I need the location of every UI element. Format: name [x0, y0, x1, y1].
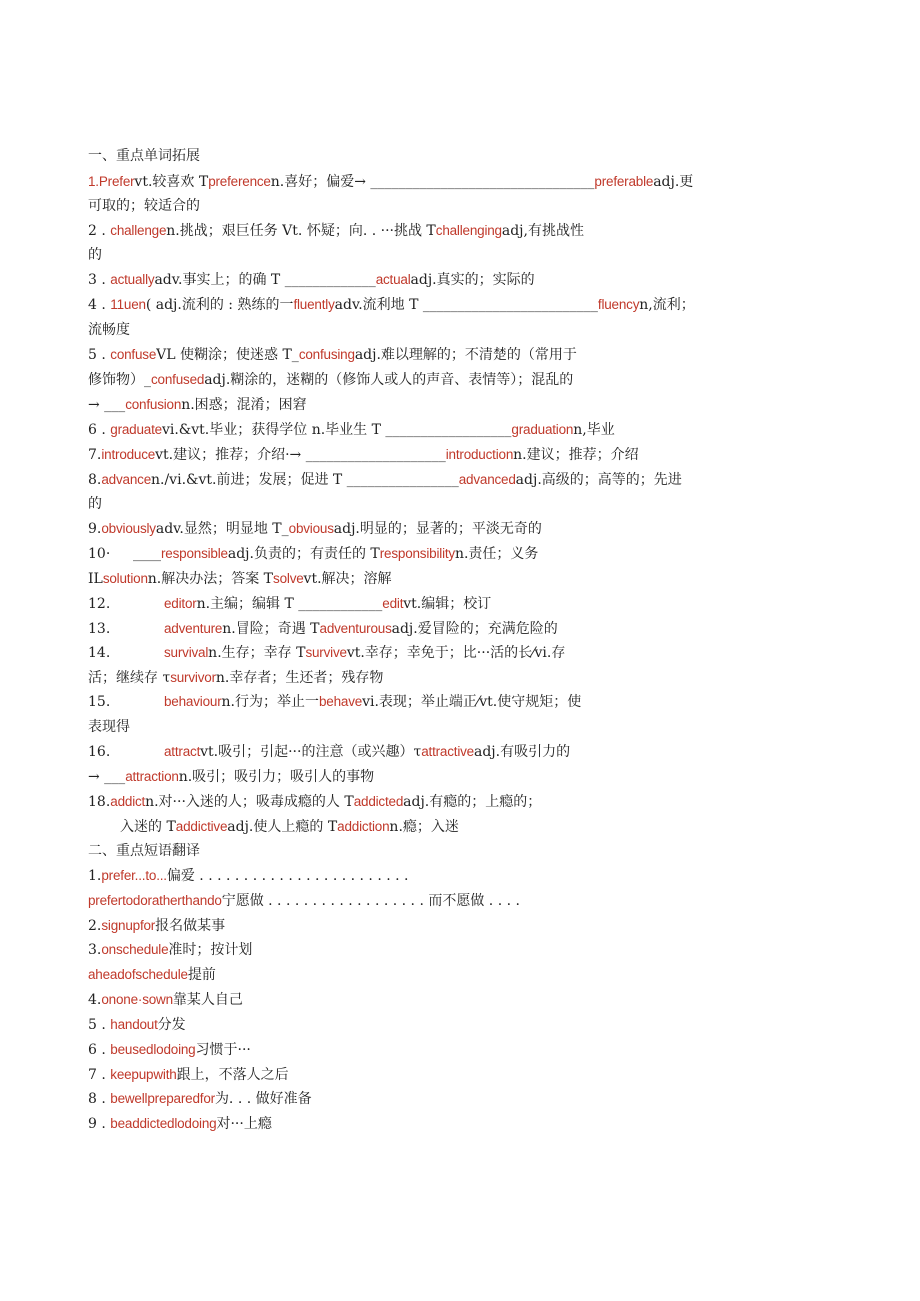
phrase-5 [88, 1016, 186, 1034]
word: 1.Prefer [88, 174, 135, 189]
word: preference [208, 174, 271, 189]
def: adj,有挑战性 [501, 223, 584, 239]
def: 流畅度 [88, 322, 130, 338]
def: vi.&vt.毕业；获得学位 n.毕业生 T __________________ [161, 422, 512, 438]
word: adventurous [319, 621, 392, 636]
meaning: 对···上瘾 [216, 1116, 272, 1132]
phrase: beaddictedlodoing [110, 1116, 217, 1131]
phrase: keepupwith [110, 1067, 177, 1082]
entry-13-num [88, 620, 110, 638]
phrase-3 [88, 941, 252, 959]
def: 的 [88, 247, 102, 263]
def: vt.较喜欢 T [134, 174, 209, 190]
entry-5-cont2 [88, 396, 307, 414]
entry-2-cont [88, 246, 102, 264]
def: 的 [88, 496, 102, 512]
num: 7 . [88, 1067, 106, 1083]
num: 15. [88, 694, 111, 710]
word: solution [102, 571, 148, 586]
entry-10 [88, 545, 110, 563]
def: vt.幸存；幸免于；比···活的长⁄vi.存 [346, 645, 566, 661]
num: 5 . [88, 347, 106, 363]
def: 修饰物）_ [88, 372, 151, 388]
phrase-3b [88, 966, 216, 984]
def: vt.建议；推荐；介绍·→ ____________________ [155, 447, 446, 463]
entry-6 [88, 421, 615, 439]
entry-1 [88, 173, 693, 191]
num: 3 . [88, 272, 106, 288]
num: IL [88, 571, 103, 587]
def: n.解决办法；答案 T [147, 571, 274, 587]
def: VL 使糊涂；使迷惑 T_ [156, 347, 299, 363]
entry-5-cont [88, 371, 573, 389]
word: advanced [458, 472, 516, 487]
num: 18. [88, 794, 111, 810]
word: 11uen [110, 297, 146, 312]
def: n.挑战；艰巨任务 Vt. 怀疑；向. . ···挑战 T [166, 223, 436, 239]
def: vt.吸引；引起···的注意（或兴趣）τ [200, 744, 422, 760]
def: vt.解决；溶解 [303, 571, 392, 587]
num: 4 . [88, 297, 106, 313]
def: n.生存；幸存 T [208, 645, 306, 661]
meaning: 提前 [187, 967, 216, 983]
word: survivor [170, 670, 216, 685]
meaning: 为. . . 做好准备 [214, 1091, 312, 1107]
word: attraction [125, 769, 179, 784]
phrase: prefertodoratherthando [88, 893, 222, 908]
entry-9 [88, 520, 542, 538]
entry-15 [164, 693, 581, 711]
def: n.幸存者；生还者；残存物 [215, 670, 384, 686]
word: obviously [101, 521, 156, 536]
def: adj.负责的；有责任的 T [227, 546, 380, 562]
word: confuse [110, 347, 157, 362]
def: ( adj.流利的 : 熟练的一 [145, 297, 294, 313]
num: 13. [88, 621, 111, 637]
word: addict [110, 794, 146, 809]
entry-3 [88, 271, 535, 289]
entry-13 [164, 620, 558, 638]
phrase: signupfor [101, 918, 156, 933]
def: n,毕业 [573, 422, 615, 438]
num: 9 . [88, 1116, 106, 1132]
def: n.主编；编辑 T ____________ [196, 596, 383, 612]
def: n./vi.&vt.前进；发展；促进 T ________________ [151, 472, 459, 488]
word: actual [375, 272, 411, 287]
phrase-1 [88, 867, 408, 885]
word: attractive [421, 744, 474, 759]
entry-18-cont [120, 818, 459, 836]
entry-15-cont [88, 718, 130, 736]
word: fluency [597, 297, 640, 312]
word: confusing [298, 347, 355, 362]
word: attract [164, 744, 201, 759]
def: 入迷的 T [120, 819, 176, 835]
word: addiction [337, 819, 390, 834]
def: adj.更 [653, 174, 694, 190]
word: addictive [175, 819, 228, 834]
def: n.冒险；奇遇 T [222, 621, 320, 637]
def: n.责任；义务 [454, 546, 539, 562]
def: adj.爱冒险的；充满危险的 [391, 621, 558, 637]
entry-7 [88, 446, 639, 464]
meaning: 报名做某事 [155, 918, 226, 934]
phrase: bewellpreparedfor [110, 1091, 215, 1106]
def: adj.高级的；高等的；先进 [515, 472, 682, 488]
word: adventure [164, 621, 223, 636]
entry-12-num [88, 595, 110, 613]
num: 7. [88, 447, 102, 463]
def: adj.明显的；显著的；平淡无奇的 [333, 521, 542, 537]
phrase-8 [88, 1090, 312, 1108]
num: 10· [88, 546, 111, 562]
entry-10-body [133, 545, 538, 563]
word: solve [273, 571, 304, 586]
word: introduce [101, 447, 156, 462]
word: challenge [110, 223, 167, 238]
def: n.吸引；吸引力；吸引人的事物 [178, 769, 375, 785]
entry-14-cont [88, 669, 383, 687]
num: 2 . [88, 223, 106, 239]
def: n.对···入迷的人；吸毒成瘾的人 T [145, 794, 354, 810]
num: 8 . [88, 1091, 106, 1107]
meaning: 分发 [157, 1017, 186, 1033]
def: n.困惑；混淆；困窘 [181, 397, 307, 413]
word: introduction [445, 447, 514, 462]
num: 6 . [88, 422, 106, 438]
def: → ___ [88, 397, 126, 413]
def: adv.事实上；的确 T _____________ [154, 272, 376, 288]
entry-8 [88, 471, 682, 489]
def: 可取的；较适合的 [88, 198, 200, 214]
phrase: onone·sown [101, 992, 173, 1007]
word: addicted [353, 794, 404, 809]
word: confused [151, 372, 205, 387]
entry-16 [164, 743, 570, 761]
entry-14 [164, 644, 565, 662]
def: 表现得 [88, 719, 130, 735]
section-heading-2 [88, 842, 200, 860]
num: 9. [88, 521, 102, 537]
def: n.瘾；入迷 [389, 819, 459, 835]
entry-8-cont [88, 495, 102, 513]
word: responsible [161, 546, 228, 561]
def: n,流利； [639, 297, 695, 313]
entry-14-num [88, 644, 110, 662]
blank: ____ [133, 546, 161, 562]
word: behave [318, 694, 363, 709]
meaning: 跟上，不落人之后 [176, 1067, 289, 1083]
num: 14. [88, 645, 111, 661]
def: vi.表现；举止端正⁄vt.使守规矩；使 [362, 694, 582, 710]
num: 4. [88, 992, 102, 1008]
def: adj.真实的；实际的 [410, 272, 535, 288]
num: 5 . [88, 1017, 106, 1033]
meaning: 偏爱 . . . . . . . . . . . . . . . . . . . . . . . . [166, 868, 409, 884]
def: adj.难以理解的；不清楚的（常用于 [354, 347, 577, 363]
entry-18 [88, 793, 541, 811]
meaning: 准时；按计划 [168, 942, 253, 958]
num: 12. [88, 596, 111, 612]
section-title: 一、重点单词拓展 [88, 148, 200, 164]
word: edit [382, 596, 404, 611]
meaning: 靠某人自己 [172, 992, 243, 1008]
def: adj.糊涂的，迷糊的（修饰人或人的声音、表情等）；混乱的 [204, 372, 574, 388]
phrase: aheadofschedule [88, 967, 188, 982]
def: → ___ [88, 769, 126, 785]
def: adv.流利地 T _________________________ [334, 297, 598, 313]
entry-1-cont [88, 197, 200, 215]
meaning: 宁愿做 . . . . . . . . . . . . . . . . . . 而不愿做 . . . . [221, 893, 520, 909]
entry-4-cont [88, 321, 130, 339]
meaning: 习惯于··· [195, 1042, 251, 1058]
num: 1. [88, 868, 102, 884]
entry-2 [88, 222, 584, 240]
def: adj.有瘾的；上瘾的； [403, 794, 542, 810]
phrase-9 [88, 1115, 272, 1133]
def: 活；继续存 τ [88, 670, 171, 686]
num: 16. [88, 744, 111, 760]
phrase-4 [88, 991, 243, 1009]
entry-15-num [88, 693, 110, 711]
word: fluently [293, 297, 335, 312]
word: challenging [435, 223, 502, 238]
phrase-1b [88, 892, 520, 910]
word: obvious [288, 521, 334, 536]
phrase-6 [88, 1041, 251, 1059]
def: adv.显然；明显地 T_ [155, 521, 289, 537]
def: vt.编辑；校订 [403, 596, 492, 612]
phrase: prefer...to... [101, 868, 167, 883]
word: advance [101, 472, 151, 487]
def: adj.有吸引力的 [474, 744, 571, 760]
phrase: beusedlodoing [110, 1042, 196, 1057]
def: n.建议；推荐；介绍 [513, 447, 639, 463]
num: 3. [88, 942, 102, 958]
entry-16-num [88, 743, 110, 761]
word: graduation [511, 422, 574, 437]
word: behaviour [164, 694, 222, 709]
word: editor [164, 596, 197, 611]
entry-16-cont [88, 768, 374, 786]
num: 8. [88, 472, 102, 488]
word: actually [110, 272, 155, 287]
num: 6 . [88, 1042, 106, 1058]
phrase: onschedule [101, 942, 169, 957]
section-heading-1 [88, 147, 200, 165]
word: survive [305, 645, 347, 660]
word: preferable [594, 174, 654, 189]
def: adj.使人上瘾的 T [227, 819, 338, 835]
def: n.喜好；偏爱→ ________________________________ [270, 174, 595, 190]
word: survival [164, 645, 209, 660]
word: confusion [125, 397, 182, 412]
section-title: 二、重点短语翻译 [88, 843, 200, 859]
phrase-2 [88, 917, 225, 935]
entry-5 [88, 346, 577, 364]
num: 2. [88, 918, 102, 934]
def: n.行为；举止一 [221, 694, 319, 710]
entry-4 [88, 296, 695, 314]
phrase: handout [110, 1017, 158, 1032]
word: responsibility [379, 546, 455, 561]
word: graduate [110, 422, 162, 437]
entry-11 [88, 570, 392, 588]
phrase-7 [88, 1066, 289, 1084]
entry-12 [164, 595, 491, 613]
